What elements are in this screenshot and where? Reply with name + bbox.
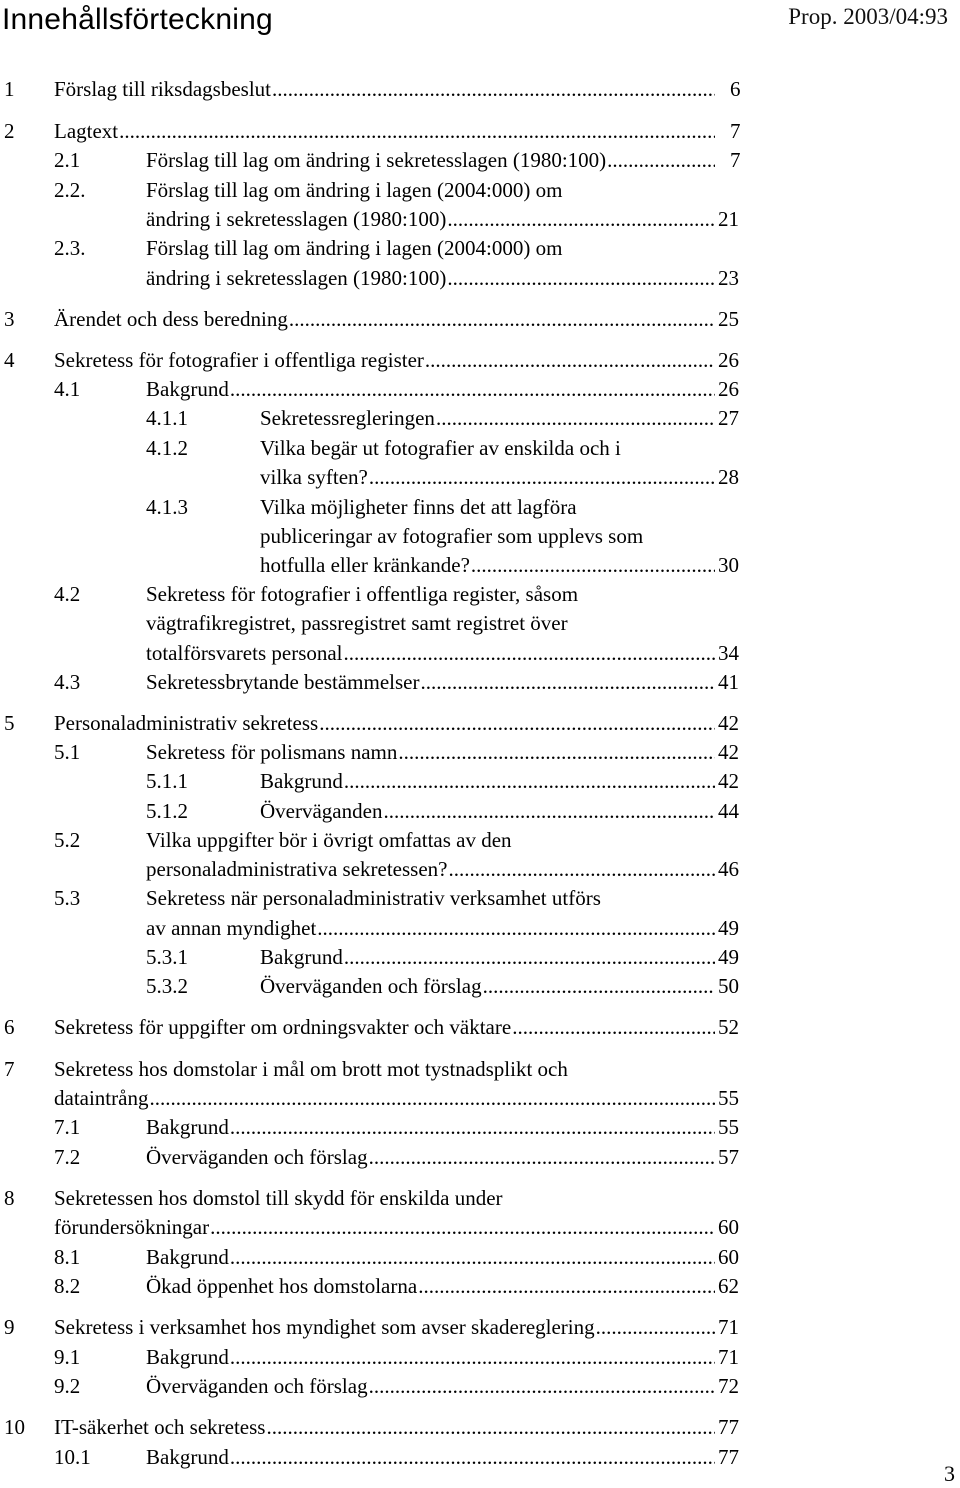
toc-entry-number: 4.1.2 — [146, 436, 188, 460]
toc-entry-title: Förslag till lag om ändring i lagen (2004:000) om — [146, 178, 563, 202]
toc-entry-title-row — [146, 176, 562, 205]
toc-entry-title-row — [146, 826, 512, 855]
toc-entry[interactable] — [0, 1013, 760, 1042]
toc-entry-page-number: 49 — [718, 945, 739, 969]
toc-entry-title: Förslag till lag om ändring i lagen (2004:000) om — [146, 236, 563, 260]
toc-entry[interactable] — [0, 1243, 760, 1272]
toc-entry[interactable] — [0, 1055, 760, 1084]
dot-leader — [319, 709, 715, 738]
toc-entry[interactable] — [0, 1372, 760, 1401]
toc-entry-title: Bakgrund — [260, 945, 343, 969]
dot-leader — [119, 117, 715, 146]
toc-entry-title-row — [260, 434, 621, 463]
dot-leader — [418, 1272, 715, 1301]
toc-entry-number: 2.2. — [54, 178, 86, 202]
toc-entry-title-row — [54, 305, 716, 334]
toc-entry[interactable] — [0, 914, 760, 943]
toc-entry-page-number: 72 — [718, 1374, 739, 1398]
toc-entry-page-number: 7 — [730, 119, 741, 143]
page-title: Innehållsförteckning — [2, 3, 273, 36]
toc-entry-title: Överväganden och förslag — [146, 1374, 368, 1398]
toc-entry-number: 6 — [4, 1015, 15, 1039]
toc-entry-number: 5.3.2 — [146, 974, 188, 998]
toc-entry-title-row — [146, 1343, 716, 1372]
dot-leader — [421, 668, 716, 697]
toc-entry[interactable] — [0, 1143, 760, 1172]
toc-entry[interactable] — [0, 855, 760, 884]
toc-entry-page-number: 57 — [718, 1145, 739, 1169]
toc-entry[interactable] — [0, 1084, 760, 1113]
toc-entry-title-row — [146, 1372, 716, 1401]
toc-entry-title: publiceringar av fotografier som upplevs som — [260, 524, 644, 548]
toc-entry-title: vilka syften? — [260, 465, 368, 489]
toc-entry-number: 7.2 — [54, 1145, 81, 1169]
toc-entry-page-number: 60 — [718, 1215, 739, 1239]
dot-leader — [483, 972, 715, 1001]
toc-entry-title: Sekretess för fotografier i offentliga register — [54, 348, 424, 372]
toc-entry-title: Sekretessen hos domstol till skydd för enskilda under — [54, 1186, 503, 1210]
toc-entry-title: totalförsvarets personal — [146, 641, 343, 665]
toc-entry-title-row — [146, 1243, 716, 1272]
toc-entry-number: 5.1 — [54, 740, 81, 764]
dot-leader — [272, 75, 715, 104]
toc-entry-title: Lagtext — [54, 119, 119, 143]
dot-leader — [369, 1372, 715, 1401]
toc-entry-page-number: 71 — [718, 1345, 739, 1369]
toc-entry-title-row — [260, 551, 716, 580]
toc-entry-number: 4.2 — [54, 582, 81, 606]
dot-leader — [596, 1313, 715, 1342]
toc-entry[interactable] — [0, 609, 760, 638]
toc-entry-title: Överväganden och förslag — [260, 974, 482, 998]
toc-entry[interactable] — [0, 884, 760, 913]
toc-entry-title-row — [260, 797, 716, 826]
toc-entry-title-row — [146, 375, 716, 404]
toc-entry-page-number: 26 — [718, 377, 739, 401]
toc-entry-page-number: 50 — [718, 974, 739, 998]
toc-entry-title: Överväganden — [260, 799, 383, 823]
toc-entry-title-row — [260, 767, 716, 796]
toc-entry-page-number: 7 — [730, 148, 741, 172]
toc-entry-number: 2 — [4, 119, 15, 143]
toc-entry-page-number: 34 — [718, 641, 739, 665]
toc-entry-title: av annan myndighet — [146, 916, 317, 940]
toc-entry-number: 5.1.1 — [146, 769, 188, 793]
toc-entry[interactable] — [0, 264, 760, 293]
toc-entry-title-row — [54, 1313, 716, 1342]
toc-entry-title: ändring i sekretesslagen (1980:100) — [146, 266, 447, 290]
toc-entry-title-row — [260, 522, 643, 551]
toc-entry-title-row — [146, 1443, 716, 1472]
dot-leader — [383, 797, 715, 826]
toc-entry[interactable] — [0, 668, 760, 697]
toc-entry-title: Sekretess för polismans namn — [146, 740, 398, 764]
toc-entry-title: IT-säkerhet och sekretess — [54, 1415, 266, 1439]
dot-leader — [607, 146, 715, 175]
toc-entry-page-number: 44 — [718, 799, 739, 823]
toc-entry[interactable] — [0, 234, 760, 263]
dot-leader — [512, 1013, 715, 1042]
toc-entry-title-row — [54, 75, 716, 104]
toc-entry-page-number: 41 — [718, 670, 739, 694]
toc-entry-number: 5.3.1 — [146, 945, 188, 969]
toc-entry-number: 4 — [4, 348, 15, 372]
toc-entry-page-number: 25 — [718, 307, 739, 331]
toc-entry-title: dataintrång — [54, 1086, 149, 1110]
toc-entry-title: Sekretess hos domstolar i mål om brott mot tystnadsplikt och — [54, 1057, 568, 1081]
dot-leader — [230, 1243, 715, 1272]
toc-entry[interactable] — [0, 580, 760, 609]
toc-entry-number: 8 — [4, 1186, 15, 1210]
toc-entry-title-row — [146, 1143, 716, 1172]
toc-entry-title: Bakgrund — [260, 769, 343, 793]
toc-entry-title: Överväganden och förslag — [146, 1145, 368, 1169]
toc-entry-page-number: 46 — [718, 857, 739, 881]
toc-entry-title-row — [146, 639, 716, 668]
toc-entry-page-number: 42 — [718, 769, 739, 793]
toc-entry-title: Vilka begär ut fotografier av enskilda och i — [260, 436, 621, 460]
toc-entry-title-row — [146, 738, 716, 767]
toc-entry-number: 4.1 — [54, 377, 81, 401]
toc-entry[interactable] — [0, 346, 760, 375]
toc-entry[interactable] — [0, 375, 760, 404]
toc-entry-page-number: 49 — [718, 916, 739, 940]
toc-entry-title-row — [54, 1084, 716, 1113]
toc-entry-number: 9.1 — [54, 1345, 81, 1369]
toc-entry-page-number: 77 — [718, 1445, 739, 1469]
toc-entry-title: vägtrafikregistret, passregistret samt registret över — [146, 611, 568, 635]
toc-entry-page-number: 28 — [718, 465, 739, 489]
toc-entry-title-row — [260, 972, 716, 1001]
toc-entry[interactable] — [0, 305, 760, 334]
toc-entry-page-number: 52 — [718, 1015, 739, 1039]
toc-entry[interactable] — [0, 146, 760, 175]
dot-leader — [289, 305, 715, 334]
toc-entry-title: Bakgrund — [146, 1245, 229, 1269]
toc-entry-number: 10 — [4, 1415, 25, 1439]
toc-entry-title-row — [146, 580, 578, 609]
toc-entry-title-row — [146, 855, 716, 884]
toc-entry-title-row — [54, 1013, 716, 1042]
toc-entry-title: personaladministrativa sekretessen? — [146, 857, 448, 881]
toc-entry-number: 2.1 — [54, 148, 81, 172]
dot-leader — [447, 264, 715, 293]
toc-entry-number: 1 — [4, 77, 15, 101]
toc-entry[interactable] — [0, 434, 760, 463]
toc-entry[interactable] — [0, 1443, 760, 1472]
toc-entry-title: Bakgrund — [146, 377, 229, 401]
toc-entry[interactable] — [0, 176, 760, 205]
toc-entry-number: 7.1 — [54, 1115, 81, 1139]
toc-entry-title-row — [54, 1184, 503, 1213]
dot-leader — [447, 205, 715, 234]
dot-leader — [149, 1084, 715, 1113]
toc-entry-title: Sekretessbrytande bestämmelser — [146, 670, 420, 694]
toc-entry[interactable] — [0, 943, 760, 972]
toc-entry-title: Vilka uppgifter bör i övrigt omfattas av den — [146, 828, 512, 852]
dot-leader — [448, 855, 715, 884]
dot-leader — [436, 404, 715, 433]
toc-entry-number: 7 — [4, 1057, 15, 1081]
toc-entry-page-number: 23 — [718, 266, 739, 290]
dot-leader — [317, 914, 715, 943]
toc-entry-page-number: 26 — [718, 348, 739, 372]
toc-entry-number: 8.1 — [54, 1245, 81, 1269]
toc-entry-number: 9 — [4, 1315, 15, 1339]
toc-entry-page-number: 30 — [718, 553, 739, 577]
toc-entry-page-number: 60 — [718, 1245, 739, 1269]
toc-entry-page-number: 21 — [718, 207, 739, 231]
dot-leader — [230, 1113, 715, 1142]
toc-entry-title-row — [54, 1213, 716, 1242]
toc-entry[interactable] — [0, 1213, 760, 1242]
toc-entry-title-row — [146, 146, 716, 175]
toc-entry-page-number: 42 — [718, 740, 739, 764]
toc-entry-number: 5.2 — [54, 828, 81, 852]
toc-entry-number: 4.3 — [54, 670, 81, 694]
toc-entry[interactable] — [0, 1272, 760, 1301]
dot-leader — [266, 1413, 715, 1442]
dot-leader — [344, 639, 715, 668]
toc-entry[interactable] — [0, 551, 760, 580]
toc-entry[interactable] — [0, 826, 760, 855]
toc-entry-page-number: 55 — [718, 1115, 739, 1139]
toc-entry[interactable] — [0, 738, 760, 767]
toc-entry-page-number: 6 — [730, 77, 741, 101]
toc-entry-title-row — [54, 709, 716, 738]
document-reference: Prop. 2003/04:93 — [788, 4, 948, 29]
toc-entry-title-row — [146, 1272, 716, 1301]
toc-entry[interactable] — [0, 767, 760, 796]
dot-leader — [398, 738, 715, 767]
toc-entry-title-row — [146, 1113, 716, 1142]
toc-entry-title-row — [54, 346, 716, 375]
toc-entry[interactable] — [0, 639, 760, 668]
toc-entry-title: Ökad öppenhet hos domstolarna — [146, 1274, 418, 1298]
toc-entry-title-row — [146, 609, 568, 638]
toc-entry-title-row — [146, 205, 716, 234]
toc-entry-title: Bakgrund — [146, 1445, 229, 1469]
toc-entry-page-number: 27 — [718, 406, 739, 430]
toc-entry-title: Bakgrund — [146, 1115, 229, 1139]
toc-entry[interactable] — [0, 404, 760, 433]
toc-entry-title: Bakgrund — [146, 1345, 229, 1369]
toc-entry-title: Sekretess när personaladministrativ verksamhet utförs — [146, 886, 601, 910]
toc-entry-title-row — [260, 493, 577, 522]
toc-entry-title-row — [146, 668, 716, 697]
toc-entry-title: Sekretess för uppgifter om ordningsvakter och väktare — [54, 1015, 512, 1039]
toc-entry-number: 5.3 — [54, 886, 81, 910]
toc-entry-title: förundersökningar — [54, 1215, 210, 1239]
dot-leader — [230, 375, 715, 404]
page-number: 3 — [944, 1461, 955, 1486]
dot-leader — [369, 463, 715, 492]
toc-entry-title-row — [146, 264, 716, 293]
toc-entry[interactable] — [0, 972, 760, 1001]
toc-entry-title-row — [146, 234, 562, 263]
toc-entry[interactable] — [0, 1113, 760, 1142]
toc-entry-page-number: 77 — [718, 1415, 739, 1439]
dot-leader — [471, 551, 715, 580]
toc-entry-number: 3 — [4, 307, 15, 331]
toc-entry[interactable] — [0, 117, 760, 146]
dot-leader — [344, 943, 715, 972]
toc-entry-title-row — [146, 914, 716, 943]
dot-leader — [369, 1143, 715, 1172]
dot-leader — [210, 1213, 715, 1242]
toc-entry-title-row — [54, 1413, 716, 1442]
toc-entry[interactable] — [0, 522, 760, 551]
toc-entry-title: Sekretess för fotografier i offentliga register, såsom — [146, 582, 579, 606]
toc-entry-title-row — [54, 1055, 568, 1084]
toc-entry-title-row — [146, 884, 601, 913]
toc-entry-number: 2.3. — [54, 236, 86, 260]
toc-entry-title: Vilka möjligheter finns det att lagföra — [260, 495, 577, 519]
toc-entry-number: 5 — [4, 711, 15, 735]
toc-entry-title: Personaladministrativ sekretess — [54, 711, 319, 735]
toc-entry-title: hotfulla eller kränkande? — [260, 553, 470, 577]
toc-entry[interactable] — [0, 1343, 760, 1372]
toc-entry[interactable] — [0, 709, 760, 738]
toc-entry[interactable] — [0, 205, 760, 234]
toc-entry-number: 8.2 — [54, 1274, 81, 1298]
toc-entry-title: Förslag till lag om ändring i sekretesslagen (1980:100) — [146, 148, 607, 172]
toc-entry[interactable] — [0, 1413, 760, 1442]
toc-entry-title: ändring i sekretesslagen (1980:100) — [146, 207, 447, 231]
toc-entry-title: Sekretess i verksamhet hos myndighet som avser skadereglering — [54, 1315, 595, 1339]
toc-entry-page-number: 42 — [718, 711, 739, 735]
dot-leader — [230, 1443, 715, 1472]
toc-entry-number: 9.2 — [54, 1374, 81, 1398]
toc-entry[interactable] — [0, 797, 760, 826]
toc-entry-title-row — [260, 463, 716, 492]
toc-entry[interactable] — [0, 1184, 760, 1213]
toc-entry[interactable] — [0, 1313, 760, 1342]
toc-entry-title: Sekretessregleringen — [260, 406, 435, 430]
dot-leader — [344, 767, 715, 796]
toc-entry-number: 10.1 — [54, 1445, 91, 1469]
toc-entry[interactable] — [0, 75, 760, 104]
toc-entry-title-row — [260, 943, 716, 972]
toc-entry-number: 4.1.1 — [146, 406, 188, 430]
toc-entry[interactable] — [0, 463, 760, 492]
toc-entry-title: Ärendet och dess beredning — [54, 307, 288, 331]
toc-entry[interactable] — [0, 493, 760, 522]
toc-entry-title: Förslag till riksdagsbeslut — [54, 77, 271, 101]
toc-entry-title-row — [54, 117, 716, 146]
toc-entry-title-row — [260, 404, 716, 433]
dot-leader — [425, 346, 715, 375]
toc-entry-number: 5.1.2 — [146, 799, 188, 823]
dot-leader — [230, 1343, 715, 1372]
toc-entry-page-number: 55 — [718, 1086, 739, 1110]
toc-entry-page-number: 62 — [718, 1274, 739, 1298]
toc-entry-number: 4.1.3 — [146, 495, 188, 519]
toc-entry-page-number: 71 — [718, 1315, 739, 1339]
